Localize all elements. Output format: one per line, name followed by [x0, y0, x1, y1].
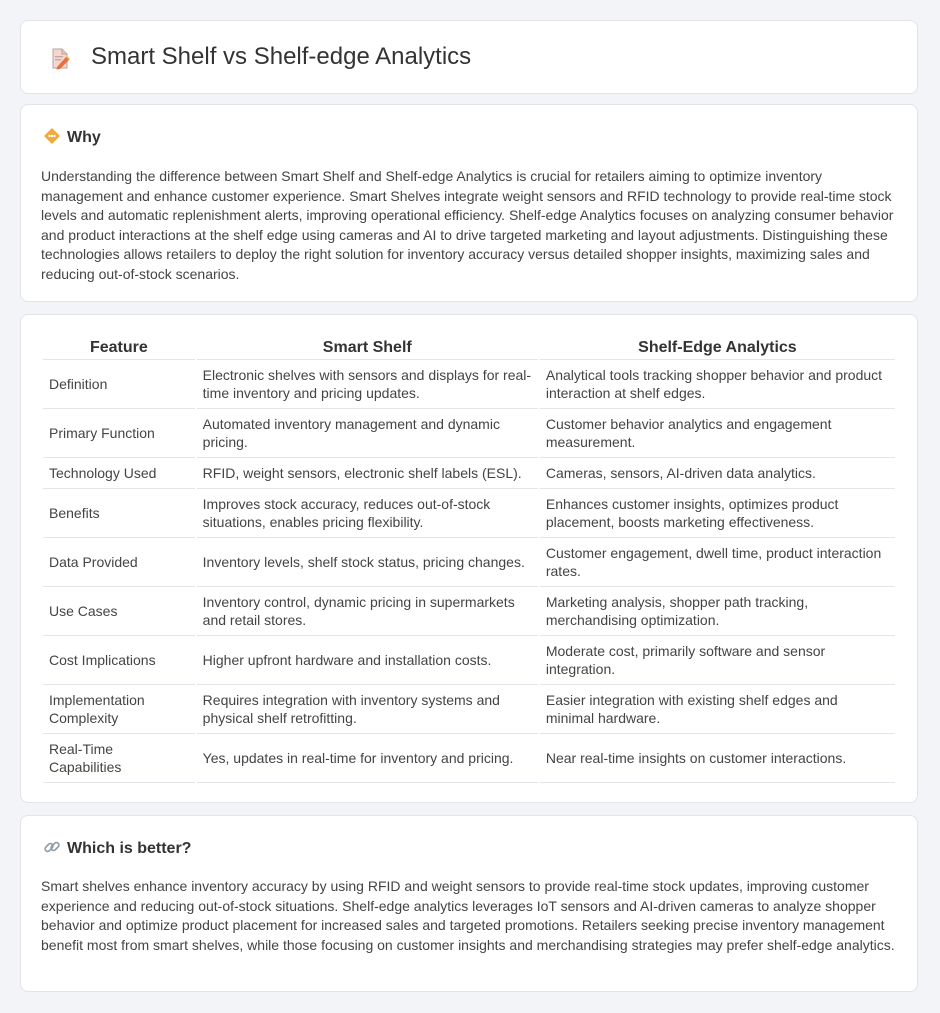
- feature-cell: Use Cases: [43, 587, 195, 636]
- diamond-icon: [43, 127, 61, 145]
- better-text: Smart shelves enhance inventory accuracy by using RFID and weight sensors to provide real-time stock updates, improving customer experience and reducing out-of-stock situations. Shelf-edge analytics leverages IoT sensors and AI-driven cameras to analyze shopper behavior and optimize product placement for increased sales and targeted promotions. Retailers seeking precise inventory management benefit most from smart shelves, while those focusing on customer insights and merchandising strategies may prefer shelf-edge analytics.: [41, 878, 895, 953]
- table-row: [43, 360, 895, 409]
- table-row: [43, 409, 895, 458]
- link-icon: [43, 838, 61, 856]
- feature-cell: Technology Used: [43, 458, 195, 489]
- feature-cell: Primary Function: [43, 409, 195, 458]
- why-section: [20, 104, 918, 302]
- comparison-table: [41, 337, 897, 783]
- feature-cell: Data Provided: [43, 538, 195, 587]
- shelf-edge-cell: Cameras, sensors, AI-driven data analytics.: [540, 458, 895, 489]
- why-text: Understanding the difference between Smart Shelf and Shelf-edge Analytics is crucial for retailers aiming to optimize inventory management and enhance customer experience. Smart Shelves integrate weight sensors and RFID technology to provide real-time stock levels and automatic replenishment alerts, improving operational efficiency. Shelf-edge Analytics focuses on analyzing consumer behavior and product interactions at the shelf edge using cameras and AI to drive targeted marketing and layout adjustments. Distinguishing these technologies allows retailers to deploy the right solution for inventory accuracy versus detailed shopper insights, maximizing sales and reducing out-of-stock scenarios.: [41, 168, 894, 282]
- feature-cell: Cost Implications: [43, 636, 195, 685]
- which-is-better-section: [20, 815, 918, 992]
- table-row: [43, 734, 895, 783]
- page-title: Smart Shelf vs Shelf-edge Analytics: [91, 43, 472, 70]
- smart-shelf-cell: Inventory levels, shelf stock status, pricing changes.: [197, 538, 538, 587]
- table-row: [43, 587, 895, 636]
- shelf-edge-cell: Easier integration with existing shelf edges and minimal hardware.: [540, 685, 895, 734]
- document-pen-icon: [48, 47, 72, 71]
- table-row: [43, 458, 895, 489]
- smart-shelf-cell: Electronic shelves with sensors and displays for real-time inventory and pricing updates.: [197, 360, 538, 409]
- comparison-card: [20, 314, 918, 803]
- better-heading: [43, 838, 191, 858]
- feature-cell: Implementation Complexity: [43, 685, 195, 734]
- table-row: [43, 685, 895, 734]
- smart-shelf-cell: Requires integration with inventory systems and physical shelf retrofitting.: [197, 685, 538, 734]
- shelf-edge-cell: Near real-time insights on customer interactions.: [540, 734, 895, 783]
- feature-cell: Definition: [43, 360, 195, 409]
- why-heading: [43, 127, 101, 147]
- header-card: [20, 20, 918, 94]
- shelf-edge-cell: Customer engagement, dwell time, product interaction rates.: [540, 538, 895, 587]
- column-header: Shelf-Edge Analytics: [540, 337, 895, 360]
- better-title: Which is better?: [67, 840, 192, 857]
- column-header: Smart Shelf: [197, 337, 538, 360]
- smart-shelf-cell: Inventory control, dynamic pricing in supermarkets and retail stores.: [197, 587, 538, 636]
- shelf-edge-cell: Marketing analysis, shopper path tracking, merchandising optimization.: [540, 587, 895, 636]
- smart-shelf-cell: Automated inventory management and dynamic pricing.: [197, 409, 538, 458]
- feature-cell: Real-Time Capabilities: [43, 734, 195, 783]
- smart-shelf-cell: RFID, weight sensors, electronic shelf labels (ESL).: [197, 458, 538, 489]
- shelf-edge-cell: Analytical tools tracking shopper behavior and product interaction at shelf edges.: [540, 360, 895, 409]
- shelf-edge-cell: Customer behavior analytics and engagement measurement.: [540, 409, 895, 458]
- table-row: [43, 489, 895, 538]
- why-title: Why: [67, 129, 101, 146]
- column-header: Feature: [43, 337, 195, 360]
- smart-shelf-cell: Improves stock accuracy, reduces out-of-stock situations, enables pricing flexibility.: [197, 489, 538, 538]
- table-row: [43, 636, 895, 685]
- feature-cell: Benefits: [43, 489, 195, 538]
- shelf-edge-cell: Enhances customer insights, optimizes product placement, boosts marketing effectiveness.: [540, 489, 895, 538]
- table-row: [43, 538, 895, 587]
- smart-shelf-cell: Higher upfront hardware and installation costs.: [197, 636, 538, 685]
- table-header-row: [43, 337, 895, 360]
- shelf-edge-cell: Moderate cost, primarily software and sensor integration.: [540, 636, 895, 685]
- smart-shelf-cell: Yes, updates in real-time for inventory and pricing.: [197, 734, 538, 783]
